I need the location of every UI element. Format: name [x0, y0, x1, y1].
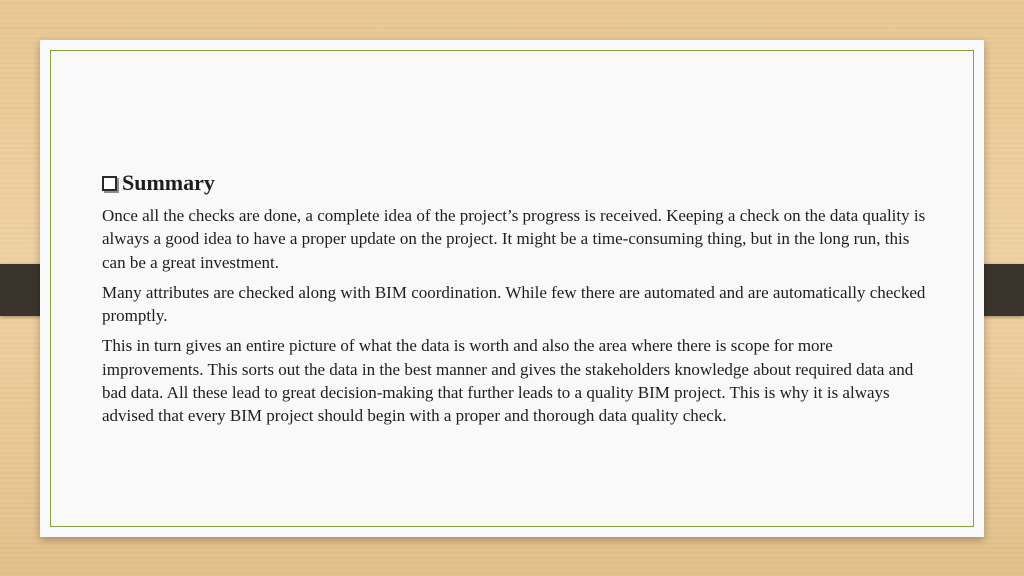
- heading-text: Summary: [122, 170, 215, 195]
- checkbox-bullet-icon: [102, 176, 117, 191]
- slide-content: [102, 168, 932, 435]
- paragraph-1: Once all the checks are done, a complete idea of the project’s progress is received. Keeping a check on the data quality is always a good idea to have a proper update on the project. It might be a time-consuming thing, but in the long run, this can be a great investment.: [102, 206, 926, 272]
- paragraph-2: Many attributes are checked along with BIM coordination. While few there are automated and are automatically checked promptly.: [102, 282, 926, 326]
- section-heading: [102, 168, 932, 198]
- paragraph-3: This in turn gives an entire picture of what the data is worth and also the area where there is scope for more improvements. This sorts out the data in the best manner and gives the stakeholders knowledge about required data and bad data. All these lead to great decision-making that further leads to a quality BIM project. This is why it is always advised that every BIM project should begin with a proper and thorough data quality check.: [102, 336, 914, 426]
